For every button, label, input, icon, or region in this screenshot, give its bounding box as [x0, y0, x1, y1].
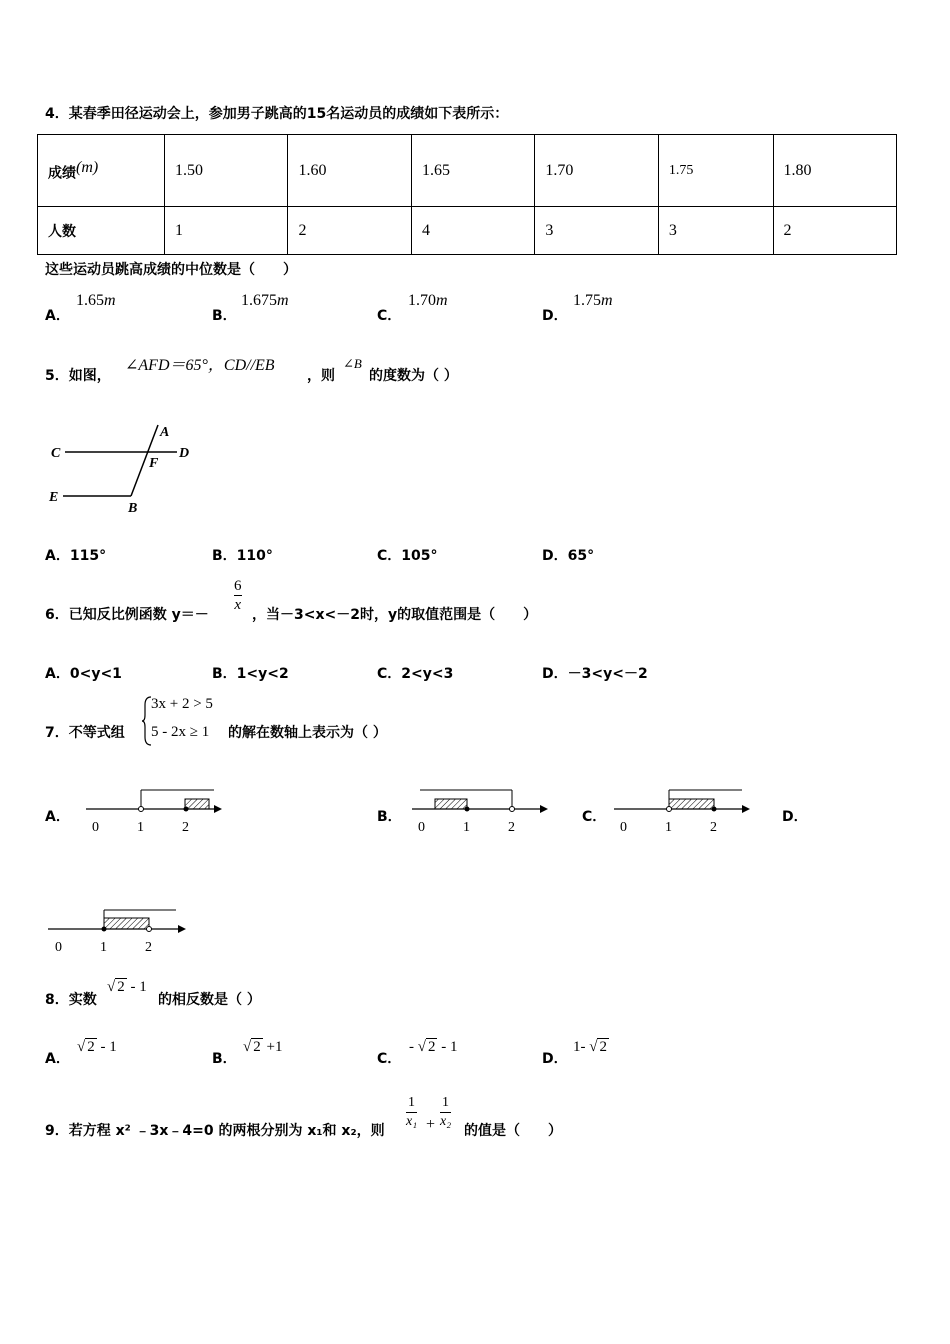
q7-option-label: B．: [377, 809, 402, 825]
table-header-cell: 成绩$^{(m)}$: [38, 135, 165, 207]
tick-label: 0: [55, 940, 62, 955]
q9-fraction-1: [406, 1094, 417, 1131]
tick-label: 1: [137, 820, 144, 835]
q8-option-label: D．: [542, 1051, 568, 1067]
score-table: [37, 134, 897, 255]
q7-prefix: 7．不等式组: [45, 725, 125, 741]
number-line-b: [410, 782, 552, 838]
number-line-c: [612, 782, 754, 838]
table-cell: 3: [535, 207, 658, 255]
table-cell: 1.50: [165, 135, 288, 207]
q4-option-b: 1.675m: [241, 292, 289, 309]
q4-option-label: A．: [45, 308, 70, 324]
point-label-d: D: [179, 446, 190, 461]
q4-option-label: C．: [377, 308, 402, 324]
tick-label: 2: [182, 820, 189, 835]
q4-stem: 4．某春季田径运动会上，参加男子跳高的15名运动员的成绩如下表所示：: [45, 106, 509, 122]
tick-label: 1: [463, 820, 470, 835]
table-cell: 1: [165, 207, 288, 255]
table-cell: 3: [658, 207, 773, 255]
q5-option-b: B．110°: [212, 548, 273, 564]
frac-numerator: 1: [406, 1094, 417, 1113]
q7-option-label: C．: [582, 809, 607, 825]
q5-condition: ∠AFD＝65°，CD//EB: [125, 357, 275, 374]
tick-label: 2: [508, 820, 515, 835]
q6-prefix: 6．已知反比例函数 y＝－: [45, 607, 209, 623]
q4-option-label: D．: [542, 308, 568, 324]
q4-option-d: 1.75m: [573, 292, 613, 309]
q5-suffix: 的度数为（ ）: [369, 368, 458, 384]
q6-option-d: D．－3<y<－2: [542, 666, 648, 682]
point-label-e: E: [49, 490, 59, 505]
q5-option-d: D．65°: [542, 548, 595, 564]
q6-fraction: [234, 577, 242, 614]
q8-option-b: √ 2 +1: [243, 1039, 283, 1055]
q5-option-a: A．115°: [45, 548, 107, 564]
table-cell: 1.70: [535, 135, 658, 207]
frac-numerator: 1: [440, 1094, 451, 1113]
table-cell: 2: [773, 207, 896, 255]
q4-option-a: 1.65m: [76, 292, 116, 309]
tick-label: 0: [620, 820, 627, 835]
q8-option-a: √ 2 - 1: [77, 1039, 117, 1055]
q7-inequality-2: 5 - 2x ≥ 1: [151, 724, 210, 740]
q4-question: 这些运动员跳高成绩的中位数是（ ）: [45, 262, 297, 278]
table-cell: 1.60: [288, 135, 411, 207]
point-label-b: B: [128, 501, 138, 516]
q5-option-c: C．105°: [377, 548, 438, 564]
table-cell: 4: [411, 207, 534, 255]
q9-prefix: 9．若方程 x² ﹣3x﹣4=0 的两根分别为 x₁和 x₂，则: [45, 1123, 385, 1139]
q6-option-b: B．1<y<2: [212, 666, 289, 682]
q7-inequality-1: 3x + 2 > 5: [151, 696, 213, 712]
table-cell: 1.65: [411, 135, 534, 207]
table-cell: 1.80: [773, 135, 896, 207]
q6-suffix: ，当－3<x<－2时，y的取值范围是（ ）: [252, 607, 538, 623]
point-label-f: F: [149, 456, 159, 471]
q8-suffix: 的相反数是（ ）: [158, 992, 261, 1008]
q9-plus: +: [426, 1116, 436, 1133]
q8-option-label: B．: [212, 1051, 237, 1067]
number-line-a: [84, 782, 224, 838]
q8-option-d: 1- √ 2: [573, 1039, 607, 1055]
table-row: [38, 207, 897, 255]
q9-suffix: 的值是（ ）: [464, 1123, 562, 1139]
q8-expression: √ 2 - 1: [107, 979, 147, 995]
tick-label: 2: [145, 940, 152, 955]
table-row: [38, 135, 897, 207]
tick-label: 2: [710, 820, 717, 835]
q8-prefix: 8．实数: [45, 992, 97, 1008]
tick-label: 0: [92, 820, 99, 835]
table-cell: 2: [288, 207, 411, 255]
number-line-d: [46, 902, 190, 958]
q4-option-c: 1.70m: [408, 292, 448, 309]
q6-option-a: A．0<y<1: [45, 666, 122, 682]
q4-option-label: B．: [212, 308, 237, 324]
point-label-c: C: [51, 446, 61, 461]
tick-label: 1: [665, 820, 672, 835]
q7-option-label: D．: [782, 809, 808, 825]
tick-label: 0: [418, 820, 425, 835]
q5-mid: ，则: [307, 368, 335, 384]
q7-suffix: 的解在数轴上表示为（ ）: [228, 725, 387, 741]
q8-option-label: C．: [377, 1051, 402, 1067]
table-cell: 1.75: [658, 135, 773, 207]
frac-denominator: x₁: [406, 1114, 418, 1129]
tick-label: 1: [100, 940, 107, 955]
table-header-cell: 人数: [38, 207, 165, 255]
q8-option-label: A．: [45, 1051, 70, 1067]
point-label-a: A: [160, 425, 170, 440]
frac-denominator: x₂: [440, 1114, 452, 1129]
q7-option-label: A．: [45, 809, 70, 825]
frac-denominator: x: [234, 597, 242, 613]
q8-option-c: - √ 2 - 1: [409, 1039, 458, 1055]
q5-prefix: 5．如图，: [45, 368, 111, 384]
q5-angle: ∠B: [343, 356, 362, 371]
q6-option-c: C．2<y<3: [377, 666, 454, 682]
frac-numerator: 6: [234, 578, 242, 594]
parallel-lines-figure: [45, 420, 205, 520]
q9-fraction-2: [440, 1094, 451, 1131]
